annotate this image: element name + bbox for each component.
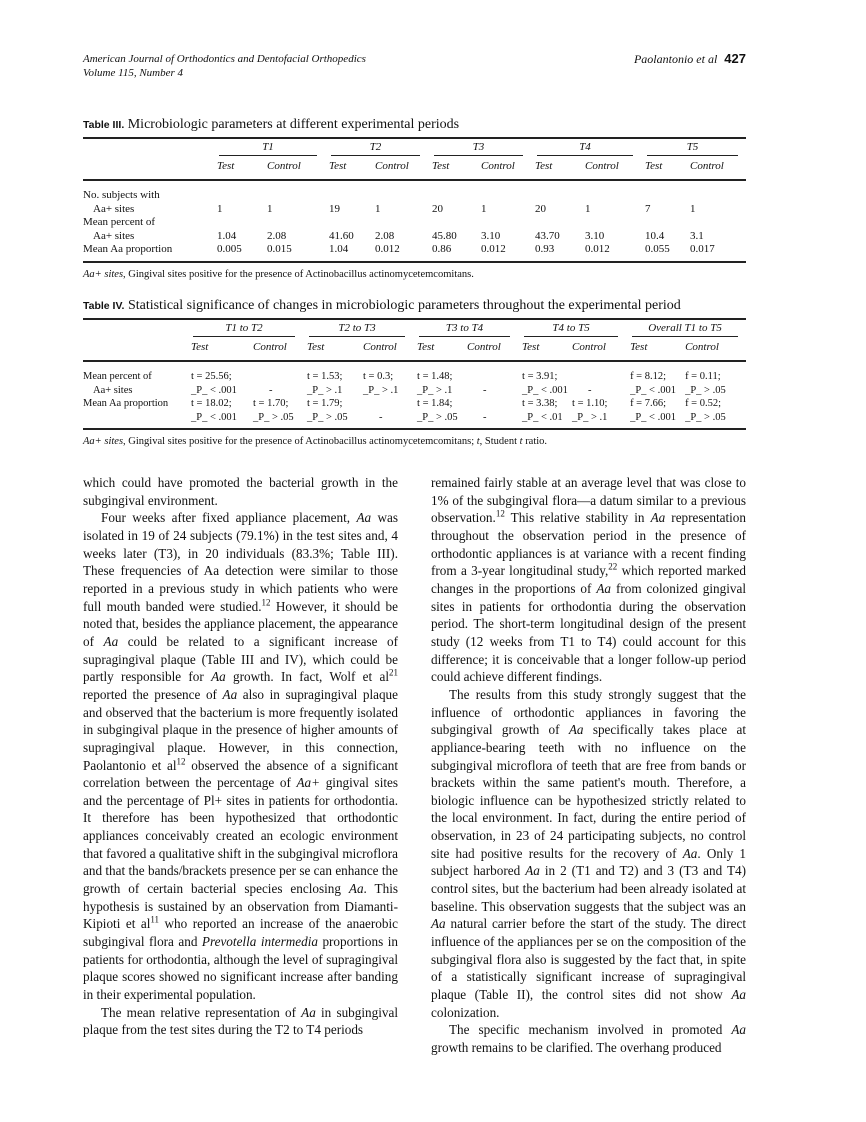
table-cell	[686, 216, 746, 230]
table-cell: _P_ < .001	[191, 384, 237, 396]
table-row	[83, 243, 746, 262]
table-cell: 3.1	[690, 229, 704, 242]
table-cell: 20	[535, 202, 546, 215]
table-cell: _P_ > .05	[253, 411, 294, 423]
table-cell: 1.04	[217, 229, 237, 242]
row-label	[83, 411, 187, 430]
paragraph: remained fairly stable at an average level that was close to 1% of the subgingival flora—a datum similar to a previous observation.$^{12}$ This relative stability in Aa representation throughout the observation period in the presence of orthodontic appliances is at variance with a recent finding from a 3-year longitudinal study,$^{22}$ which reported marked changes in the proportions of Aa from colonized gingival sites in patients for orthodontia during the observation period. The short-term longitudinal design of the present study (12 weeks from T1 to T4) could account for this difference; it is conceivable that a longer follow-up period could achieve different findings.	[431, 475, 746, 685]
table-cell: 2.08	[267, 229, 287, 242]
table-cell	[249, 361, 303, 384]
sub-header: Control	[481, 159, 515, 172]
sub-header: Control	[572, 340, 606, 353]
table-cell: _P_ < .001	[522, 384, 568, 396]
table-cell: t = 1.84;	[417, 398, 453, 409]
table-row	[83, 216, 746, 230]
table-cell: -	[483, 384, 487, 396]
sub-header: Test	[307, 340, 325, 353]
table-cell: t = 1.10;	[572, 398, 608, 409]
group-header: T1 to T2	[187, 319, 303, 337]
sub-header: Test	[522, 340, 540, 353]
table-cell: 3.10	[585, 229, 605, 242]
table-cell: 41.60	[329, 229, 354, 242]
table-cell: 1	[375, 202, 381, 215]
table-cell	[581, 180, 641, 203]
table-cell: t = 1.48;	[417, 371, 453, 382]
table-cell: 0.005	[217, 243, 242, 255]
table-cell	[263, 216, 325, 230]
running-head	[634, 51, 746, 67]
table-cell: -	[588, 384, 592, 396]
row-label: No. subjects with	[83, 189, 160, 201]
table-4	[83, 298, 746, 447]
sub-header: Test	[217, 159, 235, 172]
row-label: Aa+ sites	[93, 229, 135, 242]
paragraph: which could have promoted the bacterial growth in the subgingival environment.	[83, 475, 398, 508]
table-3	[83, 117, 746, 280]
group-header: T4	[531, 138, 641, 156]
table-cell: 0.012	[585, 243, 610, 255]
right-column	[431, 474, 746, 1057]
table-cell	[371, 180, 428, 203]
table-cell: _P_ > .1	[417, 384, 453, 396]
table-cell: 45.80	[432, 229, 457, 242]
table-4-title	[83, 298, 746, 314]
table-cell	[531, 180, 581, 203]
table-cell	[325, 180, 371, 203]
table-cell: 19	[329, 202, 340, 215]
group-header: T3	[428, 138, 531, 156]
table-cell: _P_ < .001	[191, 411, 237, 423]
table-3-title	[83, 117, 746, 133]
table-cell: 0.012	[481, 243, 506, 255]
sub-header: Test	[432, 159, 450, 172]
table-cell	[531, 216, 581, 230]
table-row	[83, 384, 746, 398]
row-label: Mean Aa proportion	[83, 243, 173, 255]
table-label: Table III.	[83, 119, 125, 131]
table-cell: 1.04	[329, 243, 349, 255]
row-label: Aa+ sites	[93, 384, 133, 396]
table-cell: 10.4	[645, 229, 665, 242]
table-cell: _P_ > .05	[307, 411, 348, 423]
table-cell	[428, 216, 477, 230]
sub-header-row	[83, 337, 746, 362]
table-cell	[568, 361, 626, 384]
table-cell: t = 1.53;	[307, 371, 343, 382]
table-cell	[477, 216, 531, 230]
table-4-note: Aa+ sites, Gingival sites positive for the presence of Actinobacillus actinomycetemcomitans; t, Student t ratio.	[83, 436, 548, 447]
table-cell: 0.93	[535, 243, 555, 255]
table-cell: 1	[267, 202, 273, 215]
table-cell: -	[379, 411, 383, 423]
table-cell: t = 0.3;	[363, 371, 394, 382]
table-row	[83, 411, 746, 430]
sub-header: Test	[191, 340, 209, 353]
row-label: Mean Aa proportion	[83, 398, 169, 409]
table-cell	[263, 180, 325, 203]
group-header: T5	[641, 138, 746, 156]
sub-header: Test	[329, 159, 347, 172]
table-3-grid	[83, 137, 746, 263]
sub-header: Test	[630, 340, 648, 353]
table-cell: _P_ > .1	[307, 384, 343, 396]
table-cell: t = 3.91;	[522, 371, 558, 382]
table-cell	[477, 180, 531, 203]
table-cell: f = 0.11;	[685, 371, 721, 382]
table-cell: _P_ > .05	[685, 384, 726, 396]
table-cell: 1	[585, 202, 591, 215]
header-blank	[83, 138, 213, 156]
header-blank	[83, 337, 187, 362]
sub-header: Control	[267, 159, 301, 172]
table-cell	[641, 180, 686, 203]
table-cell	[641, 216, 686, 230]
table-caption: Statistical significance of changes in microbiologic parameters throughout the experimental period	[127, 298, 681, 313]
row-label: Mean percent of	[83, 371, 152, 382]
table-cell: -	[269, 384, 273, 396]
table-cell: 0.015	[267, 243, 292, 255]
table-cell	[428, 180, 477, 203]
left-column	[83, 474, 398, 1039]
table-row	[83, 180, 746, 203]
table-cell: t = 1.79;	[307, 398, 343, 409]
paragraph: The specific mechanism involved in promoted Aa growth remains to be clarified. The overhang produced	[431, 1022, 746, 1055]
group-header-row	[83, 319, 746, 337]
sub-header: Test	[417, 340, 435, 353]
sub-header: Test	[645, 159, 663, 172]
journal-volume: Volume 115, Number 4	[83, 67, 184, 79]
page-number: 427	[724, 51, 746, 66]
table-label: Table IV.	[83, 300, 125, 312]
table-cell: 2.08	[375, 229, 395, 242]
table-row	[83, 203, 746, 217]
paragraph: The mean relative representation of Aa in subgingival plaque from the test sites during the T2 to T4 periods	[83, 1004, 398, 1038]
group-header: T3 to T4	[413, 319, 518, 337]
row-label: Mean percent of	[83, 216, 156, 228]
sub-header: Control	[375, 159, 409, 172]
table-cell: _P_ < .001	[630, 384, 676, 396]
table-cell	[463, 397, 518, 411]
table-cell: 20	[432, 202, 443, 215]
table-cell: f = 7.66;	[630, 398, 667, 409]
table-cell	[463, 361, 518, 384]
author: Paolantonio et al	[633, 52, 718, 66]
table-cell	[359, 397, 413, 411]
group-header: T2	[325, 138, 428, 156]
paragraph: The results from this study strongly suggest that the influence of orthodontic appliances in favoring the subgingival growth of Aa specifically takes place at appliance-bearing teeth with no influence on the subgingival microflora of teeth that are free from bands or brackets within the same patient's mouth. Therefore, a biologic influence can be hypothesized strictly related to the local environment. In fact, during the entire period of observation, in 23 of 24 participating subjects, no control site had positive results for the recovery of Aa. Only 1 subject harbored Aa in 2 (T1 and T2) and 3 (T3 and T4) control sites, but the bacterium had been already isolated at baseline. This observation suggests that the subject was an Aa natural carrier before the start of the study. The direct influence of the appliances per se on the composition of the subgingival flora also is suggested by the fact that, in spite of a statistically significant increase of supragingival plaque (Table II), the control sites did not show Aa colonization.	[431, 686, 747, 1020]
table-cell: 3.10	[481, 229, 501, 242]
table-cell: t = 3.38;	[522, 398, 558, 409]
table-cell: 0.012	[375, 243, 400, 255]
table-cell: _P_ < .01	[522, 411, 563, 423]
table-cell: f = 0.52;	[685, 398, 722, 409]
table-cell: t = 1.70;	[253, 398, 289, 409]
table-cell: _P_ < .001	[630, 411, 676, 423]
table-cell: 43.70	[535, 229, 560, 242]
table-cell: f = 8.12;	[630, 371, 667, 382]
header-blank	[83, 319, 187, 337]
table-3-note: Aa+ sites, Gingival sites positive for the presence of Actinobacillus actinomycetemcomitans.	[83, 268, 474, 280]
sub-header-row	[83, 156, 746, 181]
sub-header: Control	[690, 159, 724, 172]
table-cell	[686, 180, 746, 203]
table-cell	[371, 216, 428, 230]
table-cell	[581, 216, 641, 230]
sub-header: Control	[685, 340, 719, 353]
table-cell	[325, 216, 371, 230]
sub-header: Control	[585, 159, 619, 172]
group-header-row	[83, 138, 746, 156]
table-cell: t = 18.02;	[191, 398, 232, 409]
table-row	[83, 230, 746, 244]
table-cell: _P_ > .05	[685, 411, 726, 423]
table-row	[83, 361, 746, 384]
table-caption: Microbiologic parameters at different experimental periods	[127, 117, 460, 132]
table-cell: 0.055	[645, 243, 670, 255]
table-cell: 1	[481, 202, 487, 215]
group-header: T1	[213, 138, 325, 156]
table-cell: 7	[645, 202, 651, 215]
sub-header: Control	[253, 340, 287, 353]
table-cell	[213, 216, 263, 230]
group-header: Overall T1 to T5	[626, 319, 746, 337]
table-cell: _P_ > .1	[572, 411, 608, 423]
sub-header: Test	[535, 159, 553, 172]
paragraph: Four weeks after fixed appliance placement, Aa was isolated in 19 of 24 subjects (79.1%) in the test sites and, 4 weeks later (T3), in 20 individuals (83.3%; Table III). These frequencies of Aa detection were similar to those reported in a previous study in which patients who were full mouth banded were studied.$^{12}$ However, it should be noted that, besides the appliance placement, the appearance of Aa could be related to a significant increase of supragingival plaque (Table III and IV), which could be partly responsible for Aa growth. In fact, Wolf et $al^{21}$ reported the presence of Aa also in supragingival plaque and observed that the bacterium is more frequently isolated in subgingival plaque in the presence of higher amounts of supragingival plaque. However, in this connection, Paolantonio et $al^{12}$ observed the absence of a significant correlation between the percentage of Aa+ gingival sites and the percentage of Pl+ sites in patients for orthodontia. It therefore has been hypothesized that orthodontic appliances conceivably created an ecologic environment that favored a qualitative shift in the subgingival microflora and that the bands/brackets presence per se can enhance the growth of certain bacterial species enclosing Aa. This hypothesis is sustained by an observation from Diamanti-Kipioti et $al^{11}$ who reported an increase of the anaerobic subgingival flora and Prevotella intermedia proportions in patients for orthodontia, although the level of supragingival plaque scores showed no significant increase after banding in their experimental population.	[83, 510, 399, 1003]
table-cell	[213, 180, 263, 203]
table-cell: 0.86	[432, 243, 452, 255]
table-cell: -	[483, 411, 487, 423]
table-cell: _P_ > .1	[363, 384, 399, 396]
table-4-grid	[83, 318, 746, 430]
header-blank	[83, 156, 213, 181]
table-row	[83, 397, 746, 411]
table-cell: _P_ > .05	[417, 411, 458, 423]
sub-header: Control	[363, 340, 397, 353]
sub-header: Control	[467, 340, 501, 353]
table-cell: t = 25.56;	[191, 371, 232, 382]
journal-title: American Journal of Orthodontics and Dentofacial Orthopedics	[83, 53, 366, 65]
table-cell: 1	[217, 202, 223, 215]
table-cell: 1	[690, 202, 696, 215]
group-header: T2 to T3	[303, 319, 413, 337]
group-header: T4 to T5	[518, 319, 626, 337]
table-cell: 0.017	[690, 243, 715, 255]
row-label: Aa+ sites	[93, 202, 135, 215]
